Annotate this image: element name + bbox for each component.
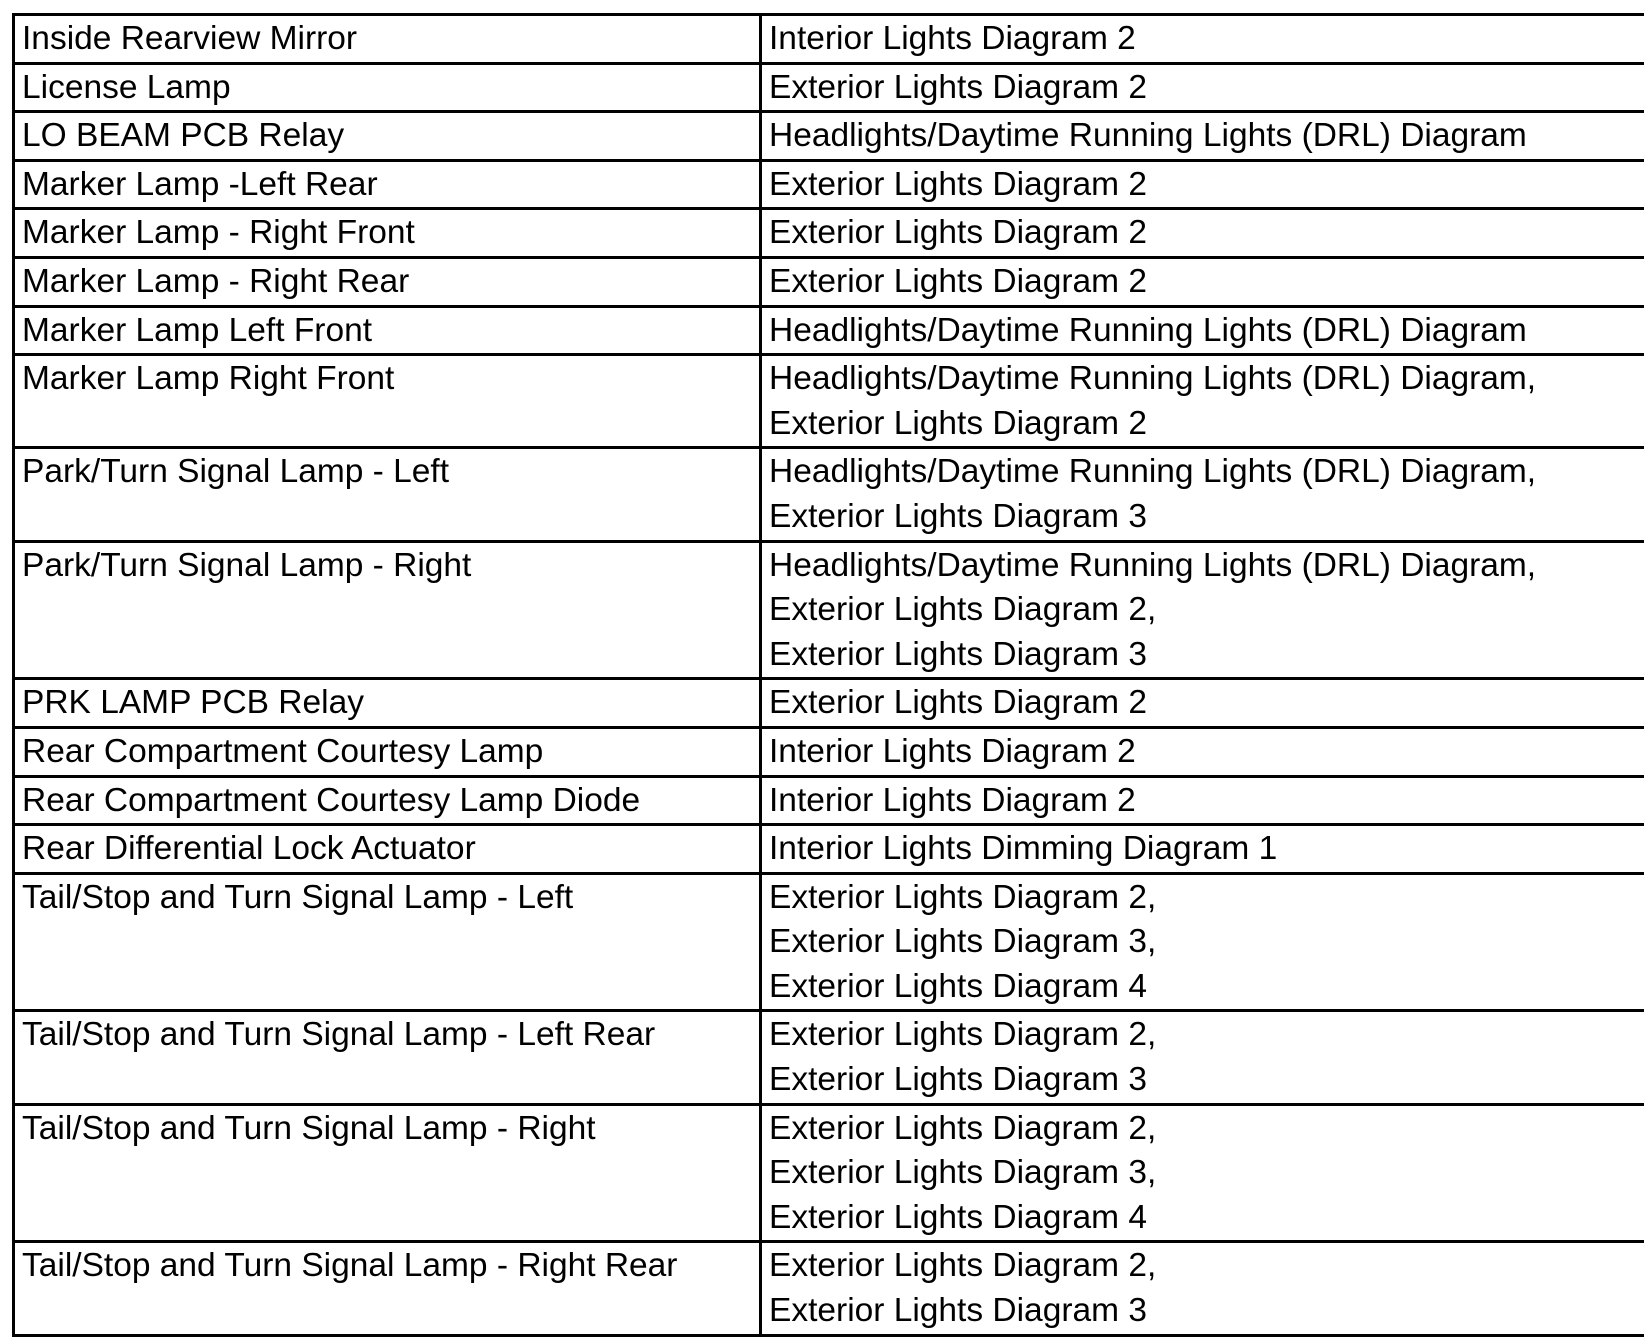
component-cell — [14, 448, 761, 541]
component-cell — [14, 1242, 761, 1335]
component-name: Marker Lamp Left Front — [22, 309, 752, 354]
table-row — [14, 825, 1644, 874]
component-cell — [14, 63, 761, 112]
diagram-reference: Interior Lights Dimming Diagram 1 — [769, 827, 1644, 872]
table-row — [14, 306, 1644, 355]
diagram-reference: Exterior Lights Diagram 2, — [769, 1013, 1644, 1058]
diagram-cell — [761, 1104, 1644, 1242]
component-cell — [14, 679, 761, 728]
diagram-cell — [761, 209, 1644, 258]
table-row — [14, 1242, 1644, 1335]
diagram-cell — [761, 541, 1644, 679]
diagram-reference: Exterior Lights Diagram 2 — [769, 681, 1644, 726]
diagram-reference: Interior Lights Diagram 2 — [769, 779, 1644, 824]
table-row — [14, 541, 1644, 679]
diagram-reference: Exterior Lights Diagram 3, — [769, 1151, 1644, 1196]
component-cell — [14, 776, 761, 825]
diagram-reference: Headlights/Daytime Running Lights (DRL) Diagram — [769, 309, 1644, 354]
diagram-reference: Exterior Lights Diagram 3 — [769, 1058, 1644, 1103]
component-name: LO BEAM PCB Relay — [22, 114, 752, 159]
component-name: Tail/Stop and Turn Signal Lamp - Left — [22, 876, 752, 921]
diagram-cell — [761, 257, 1644, 306]
component-name: Tail/Stop and Turn Signal Lamp - Left Rear — [22, 1013, 752, 1058]
table-row — [14, 1104, 1644, 1242]
diagram-cell — [761, 160, 1644, 209]
table-row — [14, 776, 1644, 825]
diagram-reference: Headlights/Daytime Running Lights (DRL) Diagram, — [769, 450, 1644, 495]
component-cell — [14, 257, 761, 306]
table-row — [14, 15, 1644, 64]
diagram-reference: Exterior Lights Diagram 2, — [769, 588, 1644, 633]
diagram-reference: Exterior Lights Diagram 2 — [769, 402, 1644, 447]
diagram-reference: Exterior Lights Diagram 3 — [769, 495, 1644, 540]
diagram-reference: Headlights/Daytime Running Lights (DRL) Diagram — [769, 114, 1644, 159]
diagram-reference: Exterior Lights Diagram 2, — [769, 876, 1644, 921]
diagram-cell — [761, 873, 1644, 1011]
component-name: Park/Turn Signal Lamp - Left — [22, 450, 752, 495]
diagram-reference: Exterior Lights Diagram 2, — [769, 1244, 1644, 1289]
component-cell — [14, 873, 761, 1011]
component-cell — [14, 825, 761, 874]
diagram-cell — [761, 306, 1644, 355]
component-name: Inside Rearview Mirror — [22, 17, 752, 62]
component-name: Marker Lamp Right Front — [22, 357, 752, 402]
component-cell — [14, 160, 761, 209]
table-row — [14, 160, 1644, 209]
diagram-reference: Headlights/Daytime Running Lights (DRL) Diagram, — [769, 544, 1644, 589]
diagram-cell — [761, 776, 1644, 825]
diagram-reference: Exterior Lights Diagram 2 — [769, 163, 1644, 208]
component-name: Rear Compartment Courtesy Lamp — [22, 730, 752, 775]
diagram-reference: Headlights/Daytime Running Lights (DRL) Diagram, — [769, 357, 1644, 402]
diagram-cell — [761, 1242, 1644, 1335]
diagram-reference: Interior Lights Diagram 2 — [769, 17, 1644, 62]
component-name: Tail/Stop and Turn Signal Lamp - Right — [22, 1107, 752, 1152]
component-name: Marker Lamp -Left Rear — [22, 163, 752, 208]
table-row — [14, 679, 1644, 728]
component-cell — [14, 541, 761, 679]
diagram-cell — [761, 727, 1644, 776]
table-row — [14, 257, 1644, 306]
diagram-reference: Exterior Lights Diagram 3, — [769, 920, 1644, 965]
diagram-reference: Exterior Lights Diagram 3 — [769, 1289, 1644, 1334]
component-name: PRK LAMP PCB Relay — [22, 681, 752, 726]
table-row — [14, 448, 1644, 541]
table-row — [14, 112, 1644, 161]
table-row — [14, 1011, 1644, 1104]
component-name: Rear Compartment Courtesy Lamp Diode — [22, 779, 752, 824]
diagram-cell — [761, 15, 1644, 64]
table-row — [14, 355, 1644, 448]
component-cell — [14, 355, 761, 448]
component-cell — [14, 112, 761, 161]
table-row — [14, 873, 1644, 1011]
table-body — [14, 15, 1644, 1336]
component-name: Rear Differential Lock Actuator — [22, 827, 752, 872]
diagram-reference: Exterior Lights Diagram 4 — [769, 965, 1644, 1010]
diagram-cell — [761, 63, 1644, 112]
diagram-reference: Exterior Lights Diagram 2 — [769, 211, 1644, 256]
component-cell — [14, 15, 761, 64]
component-cell — [14, 727, 761, 776]
diagram-reference: Exterior Lights Diagram 2, — [769, 1107, 1644, 1152]
component-name: Marker Lamp - Right Rear — [22, 260, 752, 305]
diagram-cell — [761, 112, 1644, 161]
diagram-reference: Interior Lights Diagram 2 — [769, 730, 1644, 775]
diagram-cell — [761, 825, 1644, 874]
table-row — [14, 209, 1644, 258]
component-cell — [14, 1011, 761, 1104]
diagram-cell — [761, 355, 1644, 448]
diagram-cell — [761, 1011, 1644, 1104]
diagram-cell — [761, 448, 1644, 541]
diagram-cell — [761, 679, 1644, 728]
component-diagram-index-table — [12, 13, 1644, 1337]
component-cell — [14, 306, 761, 355]
component-name: Park/Turn Signal Lamp - Right — [22, 544, 752, 589]
component-name: Tail/Stop and Turn Signal Lamp - Right Rear — [22, 1244, 752, 1289]
component-cell — [14, 209, 761, 258]
component-cell — [14, 1104, 761, 1242]
diagram-reference: Exterior Lights Diagram 2 — [769, 260, 1644, 305]
diagram-reference: Exterior Lights Diagram 3 — [769, 633, 1644, 678]
diagram-reference: Exterior Lights Diagram 4 — [769, 1196, 1644, 1241]
diagram-reference: Exterior Lights Diagram 2 — [769, 66, 1644, 111]
component-name: License Lamp — [22, 66, 752, 111]
component-name: Marker Lamp - Right Front — [22, 211, 752, 256]
table-row — [14, 727, 1644, 776]
table-row — [14, 63, 1644, 112]
